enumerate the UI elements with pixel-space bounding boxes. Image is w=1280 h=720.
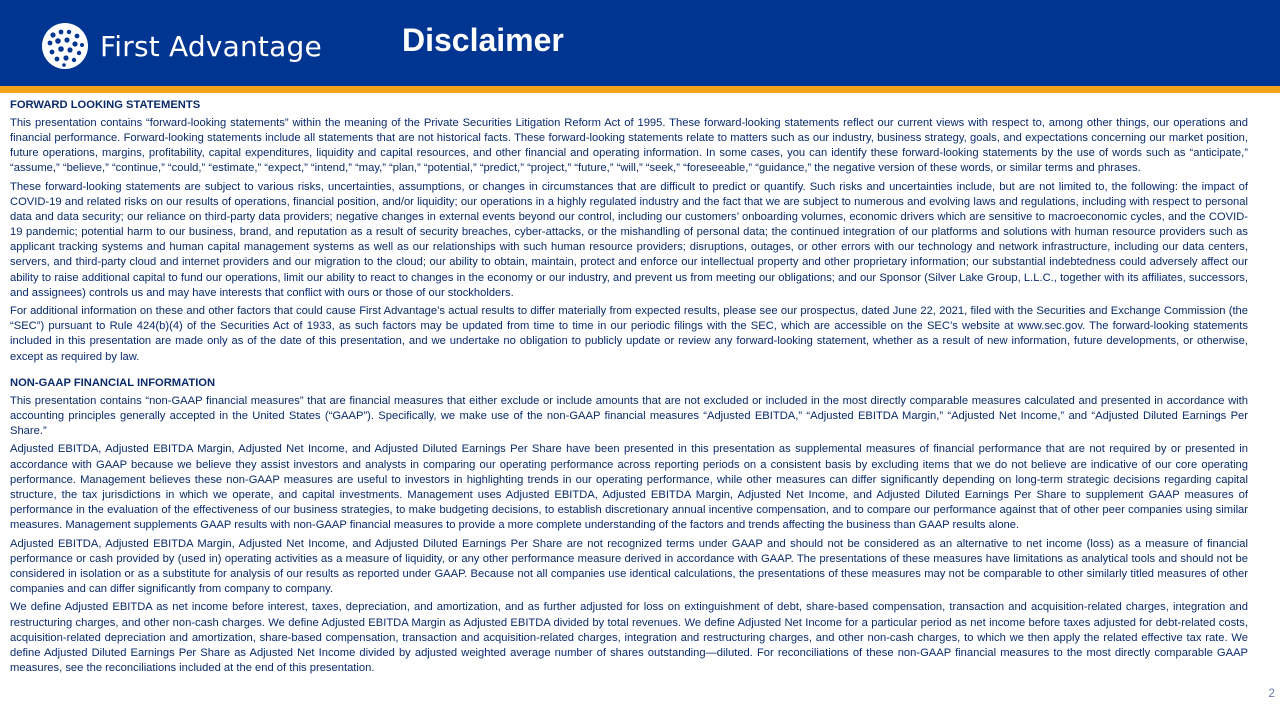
forward-looking-heading: FORWARD LOOKING STATEMENTS	[10, 99, 201, 111]
accent-stripe	[0, 86, 1280, 93]
header-bar	[0, 0, 1280, 86]
page-number: 2	[1268, 686, 1275, 700]
forward-looking-paragraph-2: These forward-looking statements are subject to various risks, uncertainties, assumptions, or changes in circumstances that are difficult to predict or quantify. Such risks and uncertainties include, but are not limited to, the following: the impact of COVID-19 and related risks on our results of operations, financial position, and/or liquidity; our operations in a highly regulated industry and the fact that we are subject to numerous and evolving laws and regulations, including with respect to personal data and data security; our reliance on third-party data providers; negative changes in external events beyond our control, including our customers’ onboarding volumes, economic drivers which are sensitive to macroeconomic cycles, and the COVID-19 pandemic; potential harm to our business, brand, and reputation as a result of security breaches, cyber-attacks, or the mishandling of personal data; the continued integration of our platforms and solutions with human resource providers such as applicant tracking systems and human capital management systems as well as our relationships with such human resource providers; disruptions, outages, or other errors with our technology and network infrastructure, including our data centers, servers, and third-party cloud and internet providers and our migration to the cloud; our ability to obtain, maintain, protect and enforce our intellectual property and other proprietary information; our substantial indebtedness could adversely affect our ability to raise additional capital to fund our operations, limit our ability to react to changes in the economy or our industry, and prevent us from meeting our obligations; and our Sponsor (Silver Lake Group, L.L.C., together with its affiliates, successors, and assignees) controls us and may have interests that conflict with ours or those of our stockholders.	[10, 180, 1248, 299]
non-gaap-paragraph-3: Adjusted EBITDA, Adjusted EBITDA Margin, Adjusted Net Income, and Adjusted Diluted Earnings Per Share are not recognized terms under GAAP and should not be considered as an alternative to net income (loss) as a measure of financial performance or cash provided by (used in) operating activities as a measure of liquidity, or any other performance measure derived in accordance with GAAP. The presentations of these measures have limitations as analytical tools and should not be considered in isolation or as a substitute for analysis of our results as reported under GAAP. Because not all companies use identical calculations, the presentations of these measures may not be comparable to other similarly titled measures of other companies and can differ significantly from company to company.	[10, 537, 1248, 595]
company-logo	[40, 21, 322, 71]
logo-wordmark: First Advantage	[100, 29, 322, 63]
disclaimer-body	[10, 98, 1248, 679]
non-gaap-paragraph-2: Adjusted EBITDA, Adjusted EBITDA Margin, Adjusted Net Income, and Adjusted Diluted Earnings Per Share have been presented in this presentation as supplemental measures of financial performance that are not required by or presented in accordance with GAAP because we believe they assist investors and analysts in comparing our operating performance across reporting periods on a consistent basis by excluding items that we do not believe are indicative of our core operating performance. Management believes these non-GAAP measures are useful to investors in highlighting trends in our operating performance, while other measures can differ significantly depending on long-term strategic decisions regarding capital structure, the tax jurisdictions in which we operate, and capital investments. Management uses Adjusted EBITDA, Adjusted EBITDA Margin, Adjusted Net Income, and Adjusted Diluted Earnings Per Share to supplement GAAP measures of performance in the evaluation of the effectiveness of our business strategies, to make budgeting decisions, to establish discretionary annual incentive compensation, and to compare our performance against that of other peer companies using similar measures. Management supplements GAAP results with non-GAAP financial measures to provide a more complete understanding of the factors and trends affecting the business than GAAP results alone.	[10, 443, 1248, 531]
non-gaap-paragraph-1: This presentation contains “non-GAAP financial measures” that are financial measures that either exclude or include amounts that are not excluded or included in the most directly comparable measures calculated and presented in accordance with accounting principles generally accepted in the United States (“GAAP”). Specifically, we make use of the non-GAAP financial measures “Adjusted EBITDA,” “Adjusted EBITDA Margin,” “Adjusted Net Income,” and “Adjusted Diluted Earnings Per Share.”	[10, 394, 1248, 437]
forward-looking-paragraph-3: For additional information on these and other factors that could cause First Advantage’s actual results to differ materially from expected results, please see our prospectus, dated June 22, 2021, filed with the Securities and Exchange Commission (the “SEC”) pursuant to Rule 424(b)(4) of the Securities Act of 1933, as such factors may be updated from time to time in our periodic filings with the SEC, which are accessible on the SEC’s website at www.sec.gov. The forward-looking statements included in this presentation are made only as of the date of this presentation, and we undertake no obligation to publicly update or review any forward-looking statement, whether as a result of new information, future developments, or otherwise, except as required by law.	[10, 305, 1248, 363]
non-gaap-paragraph-4: We define Adjusted EBITDA as net income before interest, taxes, depreciation, and amortization, and as further adjusted for loss on extinguishment of debt, share-based compensation, transaction and acquisition-related charges, integration and restructuring charges, and other non-cash charges. We define Adjusted EBITDA Margin as Adjusted EBITDA divided by total revenues. We define Adjusted Net Income for a particular period as net income before taxes adjusted for debt-related costs, acquisition-related depreciation and amortization, share-based compensation, transaction and acquisition-related charges, integration and restructuring charges, and other non-cash charges, to which we then apply the related effective tax rate. We define Adjusted Diluted Earnings Per Share as Adjusted Net Income divided by adjusted weighted average number of shares outstanding—diluted. For reconciliations of these non-GAAP financial measures to the most directly comparable GAAP measures, see the reconciliations included at the end of this presentation.	[10, 601, 1248, 674]
page-title: Disclaimer	[402, 22, 564, 58]
forward-looking-paragraph-1: This presentation contains “forward-looking statements” within the meaning of the Private Securities Litigation Reform Act of 1995. These forward-looking statements reflect our current views with respect to, among other things, our operations and financial performance. Forward-looking statements include all statements that are not historical facts. These forward-looking statements relate to matters such as our industry, business strategy, goals, and expectations concerning our market position, future operations, margins, profitability, capital expenditures, liquidity and capital resources, and other financial and operating information. In some cases, you can identify these forward-looking statements by the use of words such as “anticipate,” “assume,” “believe,” “continue,” “could,” “estimate,” “expect,” “intend,” “may,” “plan,” “potential,” “predict,” “project,” “future,” “will,” “seek,” “foreseeable,” “guidance,” the negative version of these words, or similar terms and phrases.	[10, 117, 1248, 175]
non-gaap-heading: NON-GAAP FINANCIAL INFORMATION	[10, 376, 216, 389]
globe-stars-icon	[40, 21, 90, 71]
